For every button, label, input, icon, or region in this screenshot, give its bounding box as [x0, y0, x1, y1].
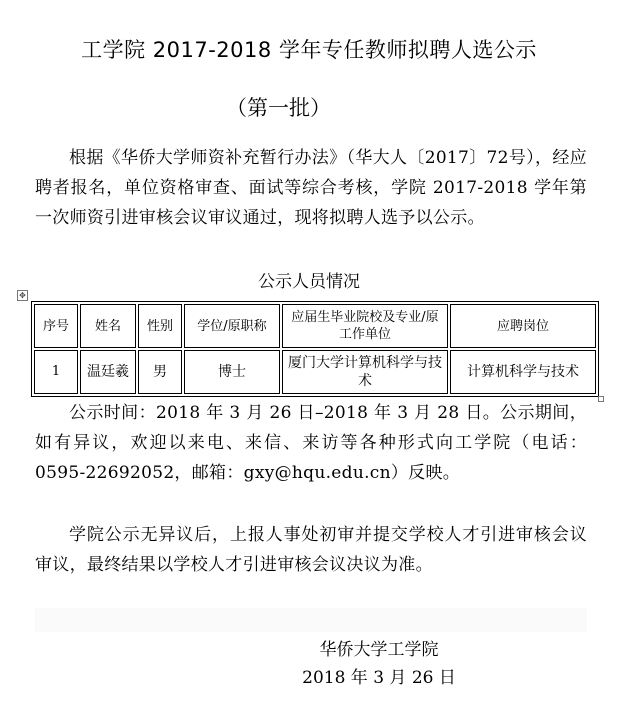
header-gender: 性别 [138, 304, 182, 348]
table-row [34, 350, 596, 394]
header-name: 姓名 [80, 304, 136, 348]
header-seq: 序号 [34, 304, 78, 348]
header-position: 应聘岗位 [450, 304, 596, 348]
header-school: 应届生毕业院校及专业/原工作单位 [282, 304, 448, 348]
intro-paragraph: 根据《华侨大学师资补充暂行办法》（华大人〔2017〕72号），经应聘者报名，单位资格审查、面试等综合考核，学院 2017-2018 学年第一次师资引进审核会议审议通过，现将拟聘人选予以公示。 [35, 148, 587, 228]
cell-school: 厦门大学计算机科学与技术 [282, 350, 448, 394]
cell-name: 温廷羲 [80, 350, 136, 394]
cell-seq: 1 [34, 350, 78, 394]
signature-org: 华侨大学工学院 [319, 640, 439, 660]
signature-date: 2018 年 3 月 26 日 [302, 668, 456, 688]
document-title: 工学院 2017-2018 学年专任教师拟聘人选公示 [81, 38, 537, 62]
cell-gender: 男 [138, 350, 182, 394]
cell-degree: 博士 [184, 350, 280, 394]
notice-paragraph: 公示时间：2018 年 3 月 26 日–2018 年 3 月 28 日。公示期间，如有异议，欢迎以来电、来信、来访等各种形式向工学院（电话：0595-22692052，邮箱：gxy@hqu.edu.cn）反映。 [35, 403, 587, 483]
shaded-area [35, 608, 587, 632]
document-subtitle: （第一批） [226, 96, 331, 120]
move-handle-icon[interactable]: ✥ [17, 290, 28, 301]
table-header-row [34, 304, 596, 348]
cell-position: 计算机科学与技术 [450, 350, 596, 394]
resize-handle-icon[interactable] [598, 396, 604, 402]
section-label: 公示人员情况 [258, 272, 360, 292]
candidate-table [31, 301, 599, 397]
closing-paragraph: 学院公示无异议后，上报人事处初审并提交学校人才引进审核会议审议，最终结果以学校人才引进审核会议决议为准。 [35, 525, 587, 575]
signature-block [0, 636, 618, 692]
header-degree: 学位/原职称 [184, 304, 280, 348]
